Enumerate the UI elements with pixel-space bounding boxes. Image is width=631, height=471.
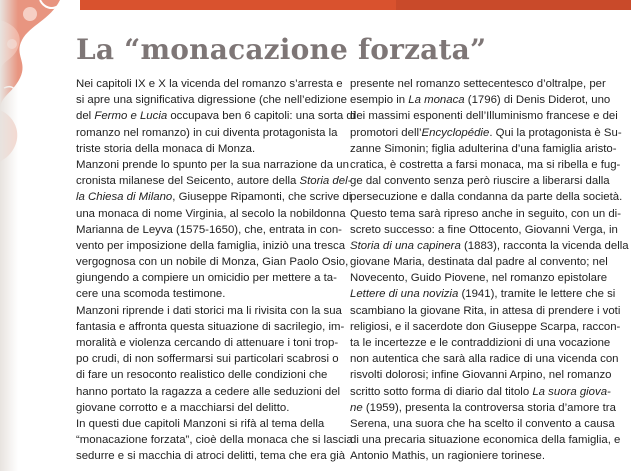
text-span: presente nel romanzo settecentesco d’oltralpe, per	[350, 78, 606, 90]
page-fold-shadow	[0, 0, 18, 471]
text-line	[350, 319, 621, 335]
text-span: di fare un resoconto realistico delle condizioni che	[76, 369, 328, 382]
text-span: persecuzione e dalla condanna da parte della società.	[350, 191, 623, 204]
text-span: po crudi, di non soffermarsi sui particolari scabrosi o	[76, 353, 339, 366]
text-span: occupava ben 6 capitoli: una sorta di	[167, 110, 356, 123]
text-span: Novecento, Guido Piovene, nel romanzo epistolare	[350, 272, 608, 285]
text-span: vergognosa con un nobile di Monza, Gian Paolo Osio,	[76, 256, 349, 269]
italic-title-text: ne	[350, 401, 363, 414]
text-line	[76, 108, 356, 124]
text-span: non autentica che sarà alla radice di una vicenda con	[350, 353, 619, 366]
text-line	[350, 222, 618, 238]
text-span: esempio in	[350, 94, 409, 107]
text-line	[350, 416, 615, 432]
text-line	[76, 206, 346, 222]
text-line	[350, 206, 621, 222]
italic-title-text: La monaca	[408, 94, 465, 107]
text-span: (1959), presenta la controversa storia d’amore tra	[362, 401, 616, 414]
text-line	[76, 432, 353, 448]
italic-title-text: la Chiesa di Milano	[76, 191, 173, 204]
text-span: cronista milanese del Seicento, autore della	[76, 175, 300, 188]
text-line	[350, 141, 617, 157]
text-span: giungendo a compiere un omicidio per mettere a ta-	[76, 272, 337, 285]
text-line	[350, 351, 619, 367]
italic-title-text: La suora giova-	[532, 385, 611, 398]
text-line	[76, 335, 339, 351]
text-span: (1796) di Denis Diderot, uno	[464, 94, 611, 107]
text-line	[350, 157, 621, 173]
text-line	[76, 286, 335, 302]
text-line	[76, 157, 349, 173]
text-line	[76, 416, 335, 432]
italic-title-text: Storia del-	[299, 175, 352, 188]
text-line	[350, 367, 612, 383]
text-span: giovane corrotto e a macchiarsi del delitto.	[76, 401, 290, 414]
text-span: , Giuseppe Ripamonti, che scrive di	[172, 191, 352, 204]
text-line	[76, 92, 348, 108]
text-span: giovane Maria, destinata dal padre al convento; nel	[350, 256, 608, 269]
text-span: religiosi, e il sacerdote don Giuseppe Scarpa, raccon-	[350, 320, 621, 333]
text-line	[350, 189, 623, 205]
text-line	[350, 108, 618, 124]
text-span: Manzoni prende lo spunto per la sua narrazione da un	[76, 158, 349, 171]
text-line	[350, 335, 612, 351]
text-line	[76, 351, 339, 367]
text-line	[350, 400, 616, 416]
text-line	[76, 254, 349, 270]
text-line	[76, 400, 335, 416]
text-line	[350, 238, 629, 254]
text-span: sedurre e si macchia di atroci delitti, tema che era già	[76, 450, 346, 463]
text-line	[350, 303, 621, 319]
text-span: (1883), racconta la vicenda della	[460, 239, 629, 252]
text-line	[76, 384, 341, 400]
text-span: ta le incertezze e le contraddizioni di una vocazione	[350, 337, 611, 349]
text-line	[76, 125, 338, 141]
text-line	[76, 189, 352, 205]
text-span: . Qui la protagonista è Su-	[489, 126, 622, 139]
text-span: cratica, è costretta a farsi monaca, ma si ribella e fug-	[350, 158, 621, 171]
text-span: moralità e violenza cercando di attenuare i toni trop-	[76, 337, 339, 349]
cut-off-footnote-line	[60, 456, 631, 471]
text-column-right	[350, 76, 629, 465]
text-span: fantasia e affronta questa situazione di sacrilegio, im-	[76, 320, 345, 333]
text-span: promotori dell’	[350, 126, 422, 139]
text-line	[350, 173, 612, 189]
text-column-left	[76, 76, 356, 465]
text-span: cere una scomoda testimone.	[76, 288, 226, 301]
text-span: triste storia della monaca di Monza.	[76, 142, 256, 155]
text-line	[76, 367, 335, 383]
text-line	[76, 76, 343, 92]
text-span: (1941), tramite le lettere che si	[458, 288, 616, 301]
text-span: “monacazione forzata”, cioè della monaca che si lascia	[76, 434, 353, 447]
text-span: zanne Simonin; figlia adulterina d’una famiglia aristo-	[350, 142, 617, 155]
text-line	[350, 92, 612, 108]
text-line	[350, 125, 622, 141]
text-span: si apre una significativa digressione (che nell’edizione	[76, 94, 348, 107]
text-line	[76, 173, 352, 189]
text-span: screto successo: a fine Ottocento, Giovanni Verga, in	[350, 223, 618, 236]
text-line	[350, 286, 616, 302]
text-line	[76, 238, 346, 254]
text-span: Serena, una suora che ha scelto il convento a causa	[350, 417, 615, 430]
text-span: hanno portato la ragazza a cedere alle seduzioni del	[76, 385, 341, 398]
text-span: Marianna de Leyva (1575-1650), che, entrata in con-	[76, 223, 342, 236]
text-span: dei massimi esponenti dell’Illuminismo francese e dei	[350, 110, 618, 123]
text-line	[350, 76, 612, 92]
text-line	[350, 384, 612, 400]
text-span: Nei capitoli IX e X la vicenda del romanzo s’arresta e	[76, 78, 343, 90]
text-line	[76, 270, 335, 286]
text-span: del	[76, 110, 95, 123]
page-title: La “monacazione forzata”	[76, 32, 487, 66]
italic-title-text: Storia di una capinera	[350, 239, 461, 252]
text-span: di una precaria situazione economica della famiglia, e	[350, 434, 621, 447]
text-span: scambiano la giovane Rita, in attesa di prendere i voti	[350, 304, 621, 317]
text-span: In questi due capitoli Manzoni si rifà al tema della	[76, 417, 325, 430]
italic-title-text: Encyclopédie	[421, 126, 490, 139]
text-span: Questo tema sarà ripreso anche in seguito, con un di-	[350, 207, 621, 220]
top-band-accent	[396, 0, 631, 10]
text-span: Antonio Mathis, un ragioniere torinese.	[350, 450, 546, 463]
text-span: scritto sotto forma di diario dal titolo	[350, 385, 533, 398]
text-line	[76, 222, 342, 238]
text-line	[350, 270, 612, 286]
text-line	[350, 432, 621, 448]
text-span: vento per imposizione della famiglia, iniziò una tresca	[76, 239, 346, 252]
text-line	[350, 254, 612, 270]
italic-title-text: Lettere di una novizia	[350, 288, 459, 301]
text-span: Manzoni riprende i dati storici ma li rivisita con la sua	[76, 304, 342, 317]
text-span: una monaca di nome Virginia, al secolo la nobildonna	[76, 207, 346, 220]
italic-title-text: Fermo e Lucia	[94, 110, 168, 123]
text-line	[76, 141, 335, 157]
text-span: risvolti dolorosi; infine Giovanni Arpino, nel romanzo	[350, 369, 612, 382]
text-span: ge dal convento senza però riuscire a liberarsi dalla	[350, 175, 610, 188]
text-line	[76, 303, 342, 319]
text-span: romanzo nel romanzo) in cui diventa protagonista la	[76, 126, 338, 139]
text-line	[76, 319, 345, 335]
